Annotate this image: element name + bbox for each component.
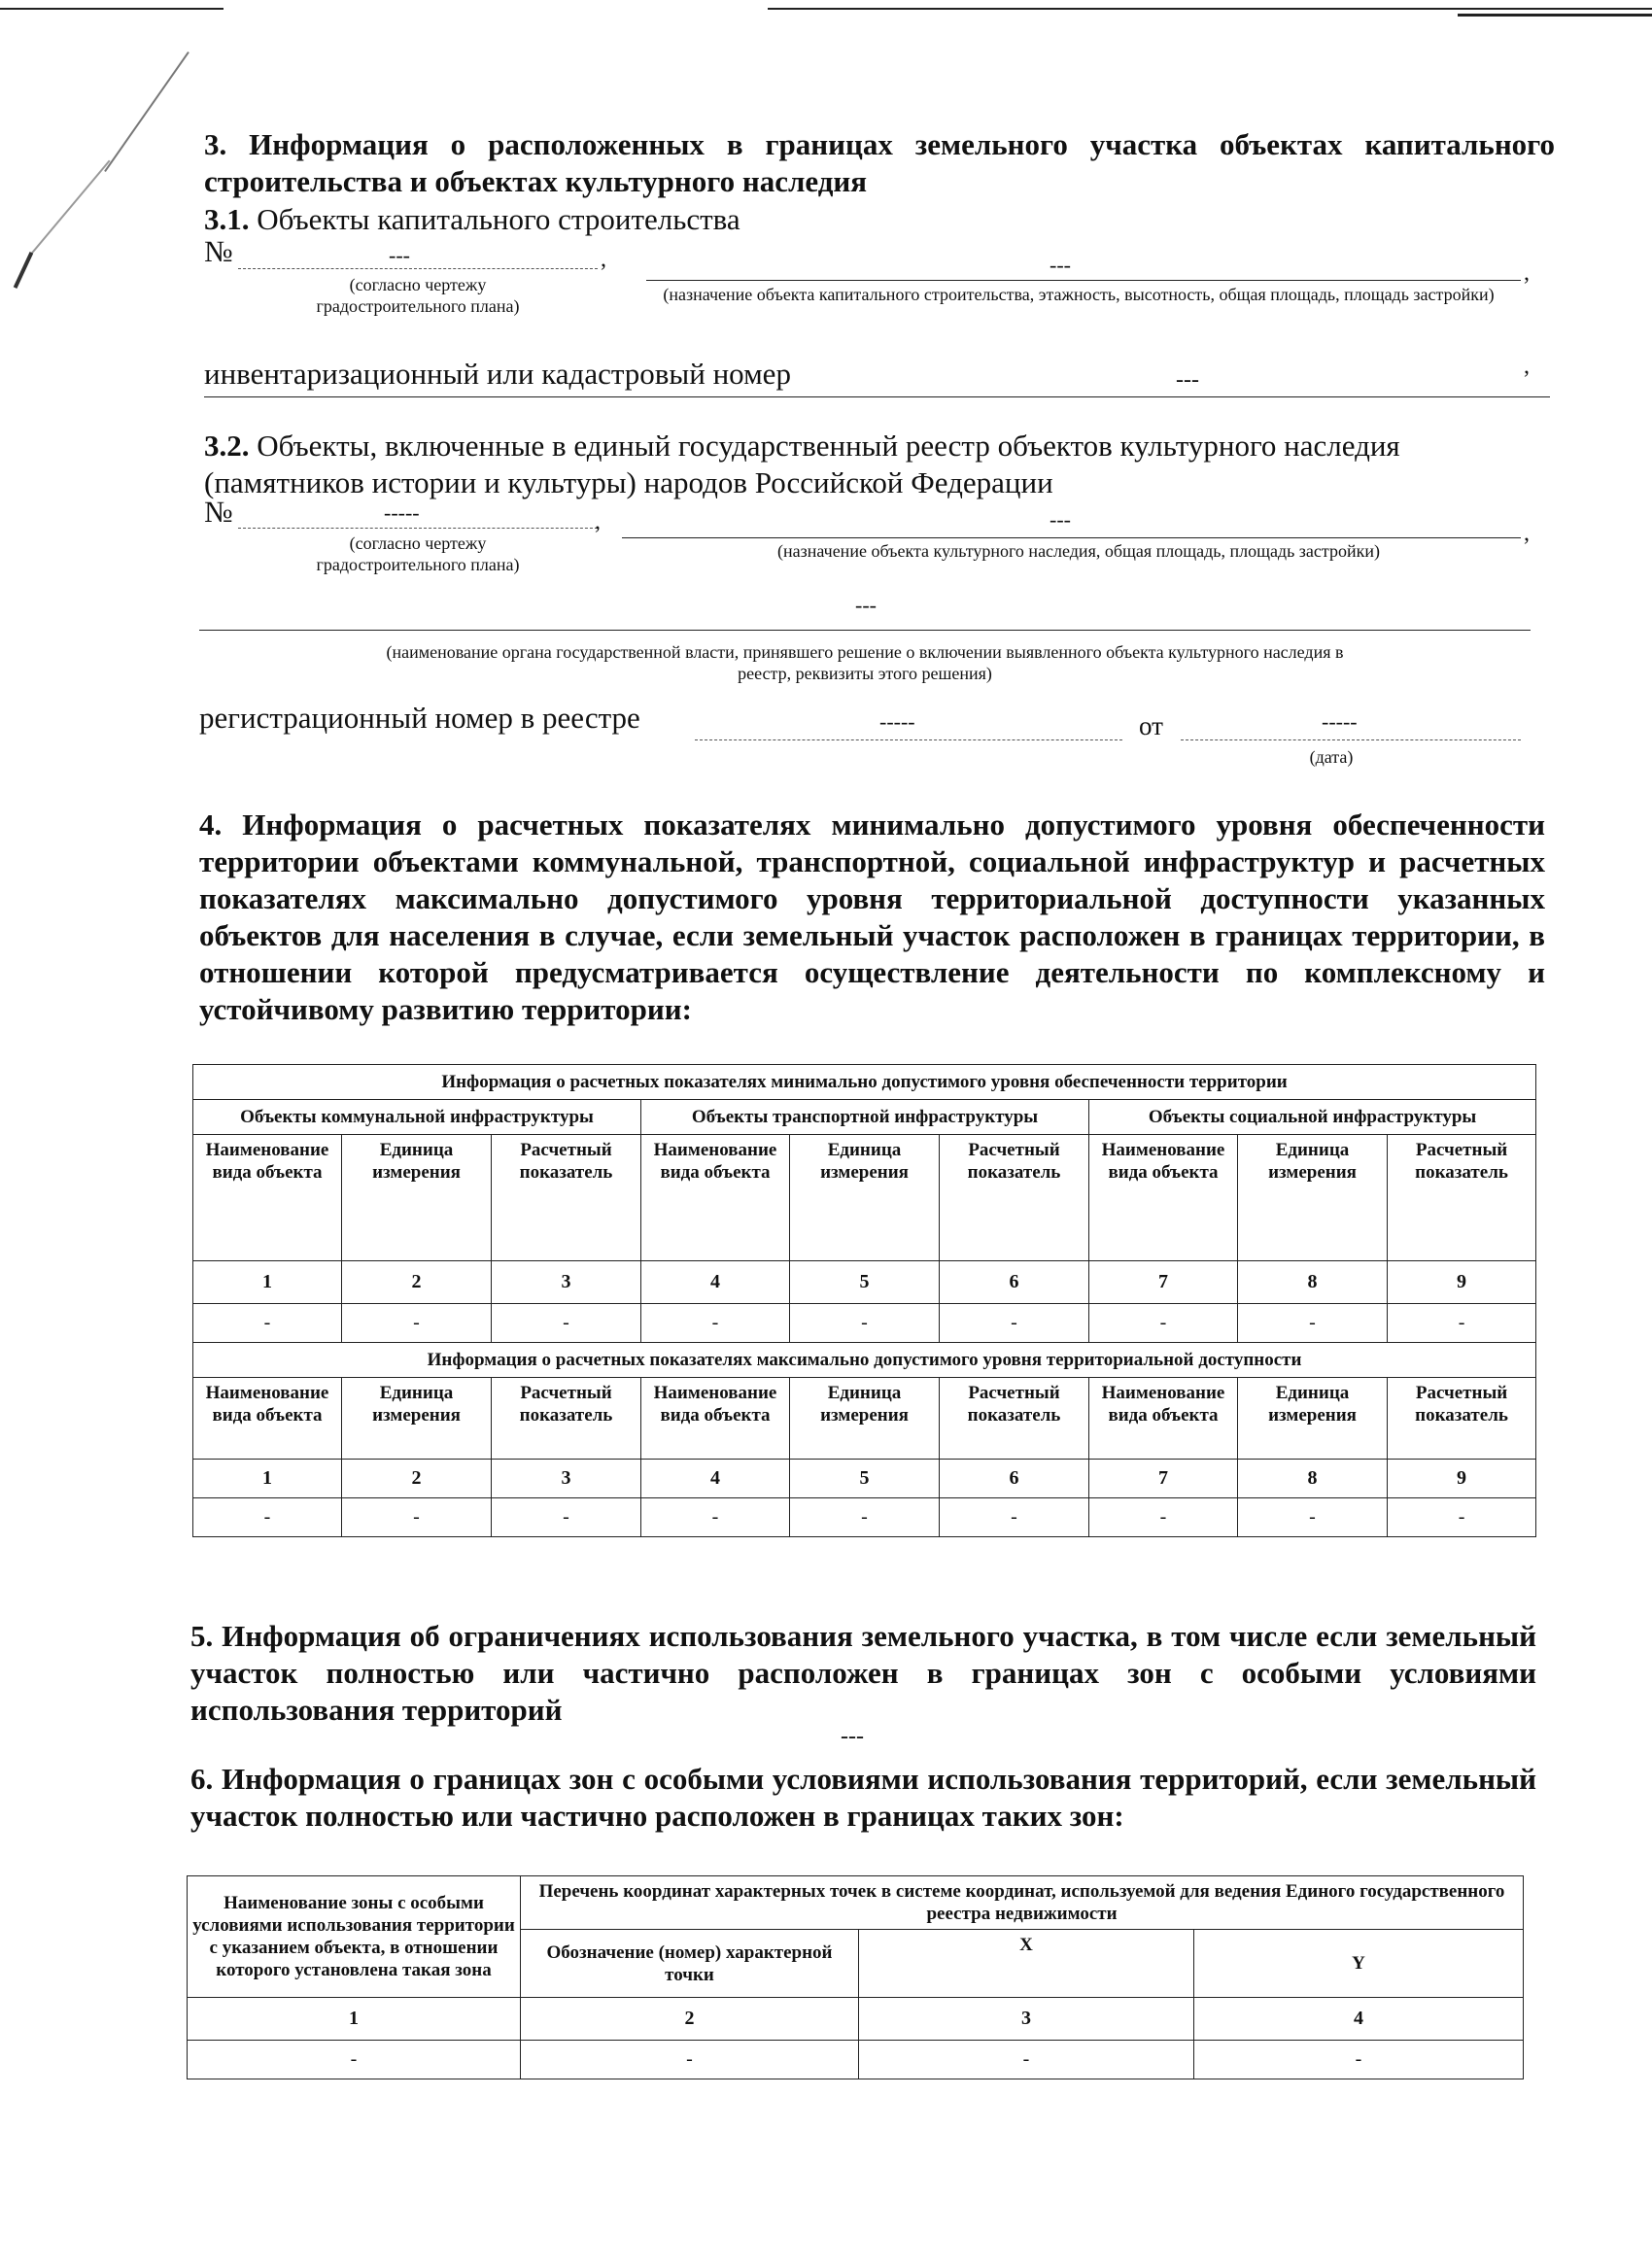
col-number: 9 [1388,1261,1536,1304]
comma-32a: , [595,509,601,534]
col-name-5: Наименование вида объекта [641,1378,790,1460]
col-number: 1 [193,1261,342,1304]
col-number: 6 [940,1460,1089,1498]
col-number: 2 [521,1998,859,2041]
table-cell-empty: - [492,1498,641,1537]
registration-label: регистрационный номер в реестре [199,701,640,735]
col-value-3: Расчетный показатель [1388,1135,1536,1261]
col-value-2: Расчетный показатель [940,1135,1089,1261]
number-caption-32: (согласно чертежу градостроительного плана) [316,533,520,574]
section5-value: --- [841,1724,864,1749]
col-number: 7 [1089,1261,1238,1304]
col-unit-4: Единица измерения [342,1378,492,1460]
section32-number: 3.2. [204,429,250,463]
col-number: 2 [342,1460,492,1498]
table-cell-empty: - [492,1304,641,1343]
col-zone-name: Наименование зоны с особыми условиями использования территории с указанием объекта, в отношении которого установлена такая зона [188,1876,521,1998]
comma-31a: , [601,247,606,272]
registration-line [695,739,1122,740]
purpose-value-32: --- [1050,507,1071,532]
organ-line [199,630,1531,631]
date-line [1181,739,1521,740]
col-unit-2: Единица измерения [790,1135,940,1261]
col-number: 8 [1238,1460,1388,1498]
col-number: 4 [641,1460,790,1498]
col-number: 3 [492,1460,641,1498]
col-value-4: Расчетный показатель [492,1378,641,1460]
date-caption: (дата) [1309,747,1354,767]
table-cell-empty: - [521,2041,859,2079]
col-name-3: Наименование вида объекта [1089,1135,1238,1261]
table-cell-empty: - [1194,2041,1524,2079]
col-name-1: Наименование вида объекта [193,1135,342,1261]
purpose-line-32 [622,537,1521,538]
from-label: от [1139,711,1163,740]
col-name-2: Наименование вида объекта [641,1135,790,1261]
scan-edge-top-left [0,8,224,10]
header-min-provision: Информация о расчетных показателях минимально допустимого уровня обеспеченности территории [193,1065,1536,1100]
table-min-provision [192,1064,1536,1537]
number-sign-32: № [204,495,233,529]
group-social: Объекты социальной инфраструктуры [1089,1100,1536,1135]
scan-mark-slash [14,252,34,289]
table-cell-empty: - [1388,1498,1536,1537]
comma-31b: , [1524,260,1530,286]
col-unit-5: Единица измерения [790,1378,940,1460]
organ-caption: (наименование органа государственной власти, принявшего решение о включении выявленного объекта культурного наследия в реестр, реквизиты этого решения) [386,642,1344,683]
col-value-6: Расчетный показатель [1388,1378,1536,1460]
table-cell-empty: - [859,2041,1194,2079]
col-number: 2 [342,1261,492,1304]
section5-title: 5. Информация об ограничениях использования земельного участка, в том числе если земельный участок полностью или частично расположен в границах зон с особыми условиями использования территорий [190,1619,1536,1727]
table-cell-empty: - [342,1304,492,1343]
table-cell-empty: - [193,1304,342,1343]
col-coordinates: Перечень координат характерных точек в системе координат, используемой для ведения Единого государственного реестра недвижимости [521,1876,1524,1930]
section6-title: 6. Информация о границах зон с особыми условиями использования территорий, если земельный участок полностью или частично расположен в границах таких зон: [190,1762,1536,1833]
col-number: 9 [1388,1460,1536,1498]
col-name-6: Наименование вида объекта [1089,1378,1238,1460]
section32-title: Объекты, включенные в единый государственный реестр объектов культурного наследия (памятников истории и культуры) народов Российской Федерации [204,429,1400,499]
inventory-label: инвентаризационный или кадастровый номер [204,357,791,391]
col-y: Y [1194,1930,1524,1998]
col-number: 7 [1089,1460,1238,1498]
col-unit-1: Единица измерения [342,1135,492,1261]
number-line-31 [238,268,598,269]
col-x: X [859,1930,1194,1998]
section32-heading [204,428,1555,501]
table-cell-empty: - [790,1304,940,1343]
scan-mark-diagonal [104,52,189,172]
number-line-32 [238,528,598,529]
table-cell-empty: - [1238,1498,1388,1537]
purpose-line-31 [646,280,1521,281]
number-caption-31: (согласно чертежу градостроительного плана) [316,275,520,316]
section31-heading [204,201,1370,238]
col-number: 5 [790,1261,940,1304]
section3-title: 3. Информация о расположенных в границах земельного участка объектах капитального строительства и объектах культурного наследия [204,127,1555,198]
table-cell-empty: - [1388,1304,1536,1343]
table-cell-empty: - [1238,1304,1388,1343]
registration-value: ----- [879,709,915,734]
comma-32b: , [1524,521,1530,546]
col-value-1: Расчетный показатель [492,1135,641,1261]
date-value: ----- [1322,709,1358,734]
number-sign-31: № [204,234,233,268]
inventory-value: --- [1176,367,1199,393]
col-number: 5 [790,1460,940,1498]
organ-value: --- [855,593,877,617]
section31-title: Объекты капитального строительства [257,202,740,236]
col-number: 8 [1238,1261,1388,1304]
section31-number: 3.1. [204,202,250,236]
group-transport: Объекты транспортной инфраструктуры [641,1100,1089,1135]
table-cell-empty: - [940,1498,1089,1537]
table-cell-empty: - [342,1498,492,1537]
col-unit-6: Единица измерения [1238,1378,1388,1460]
col-number: 4 [1194,1998,1524,2041]
scan-edge-top-right [768,8,1652,10]
purpose-caption-31: (назначение объекта капитального строительства, этажность, высотность, общая площадь, площадь застройки) [663,285,1495,304]
inventory-line [204,396,1550,397]
col-name-4: Наименование вида объекта [193,1378,342,1460]
header-max-access: Информация о расчетных показателях максимально допустимого уровня территориальной доступности [193,1343,1536,1378]
group-communal: Объекты коммунальной инфраструктуры [193,1100,641,1135]
col-number: 6 [940,1261,1089,1304]
col-number: 3 [492,1261,641,1304]
table-cell-empty: - [641,1304,790,1343]
purpose-caption-32: (назначение объекта культурного наследия, общая площадь, площадь застройки) [777,541,1380,561]
table-cell-empty: - [641,1498,790,1537]
table-cell-empty: - [193,1498,342,1537]
table-special-zones [187,1875,1524,2079]
col-point-id: Обозначение (номер) характерной точки [521,1930,859,1998]
table-cell-empty: - [1089,1304,1238,1343]
comma-inventory: , [1524,354,1530,379]
purpose-value-31: --- [1050,253,1071,277]
scan-mark-diagonal-2 [27,160,110,258]
col-unit-3: Единица измерения [1238,1135,1388,1261]
table-cell-empty: - [188,2041,521,2079]
scan-edge-top-right-2 [1458,14,1652,17]
section4-title: 4. Информация о расчетных показателях минимально допустимого уровня обеспеченности территории объектами коммунальной, транспортной, социальной инфраструктур и расчетных показателях максимально допустимого уровня территориальной доступности указанных объектов для населения в случае, если земельный участок расположен в границах территории, в отношении которой предусматривается осуществление деятельности по комплексному и устойчивому развитию территории: [199,808,1545,1026]
col-number: 1 [193,1460,342,1498]
number-value-31: --- [389,243,410,267]
col-number: 4 [641,1261,790,1304]
col-value-5: Расчетный показатель [940,1378,1089,1460]
number-value-32: ----- [384,500,420,525]
table-cell-empty: - [1089,1498,1238,1537]
table-cell-empty: - [790,1498,940,1537]
table-cell-empty: - [940,1304,1089,1343]
col-number: 3 [859,1998,1194,2041]
col-number: 1 [188,1998,521,2041]
